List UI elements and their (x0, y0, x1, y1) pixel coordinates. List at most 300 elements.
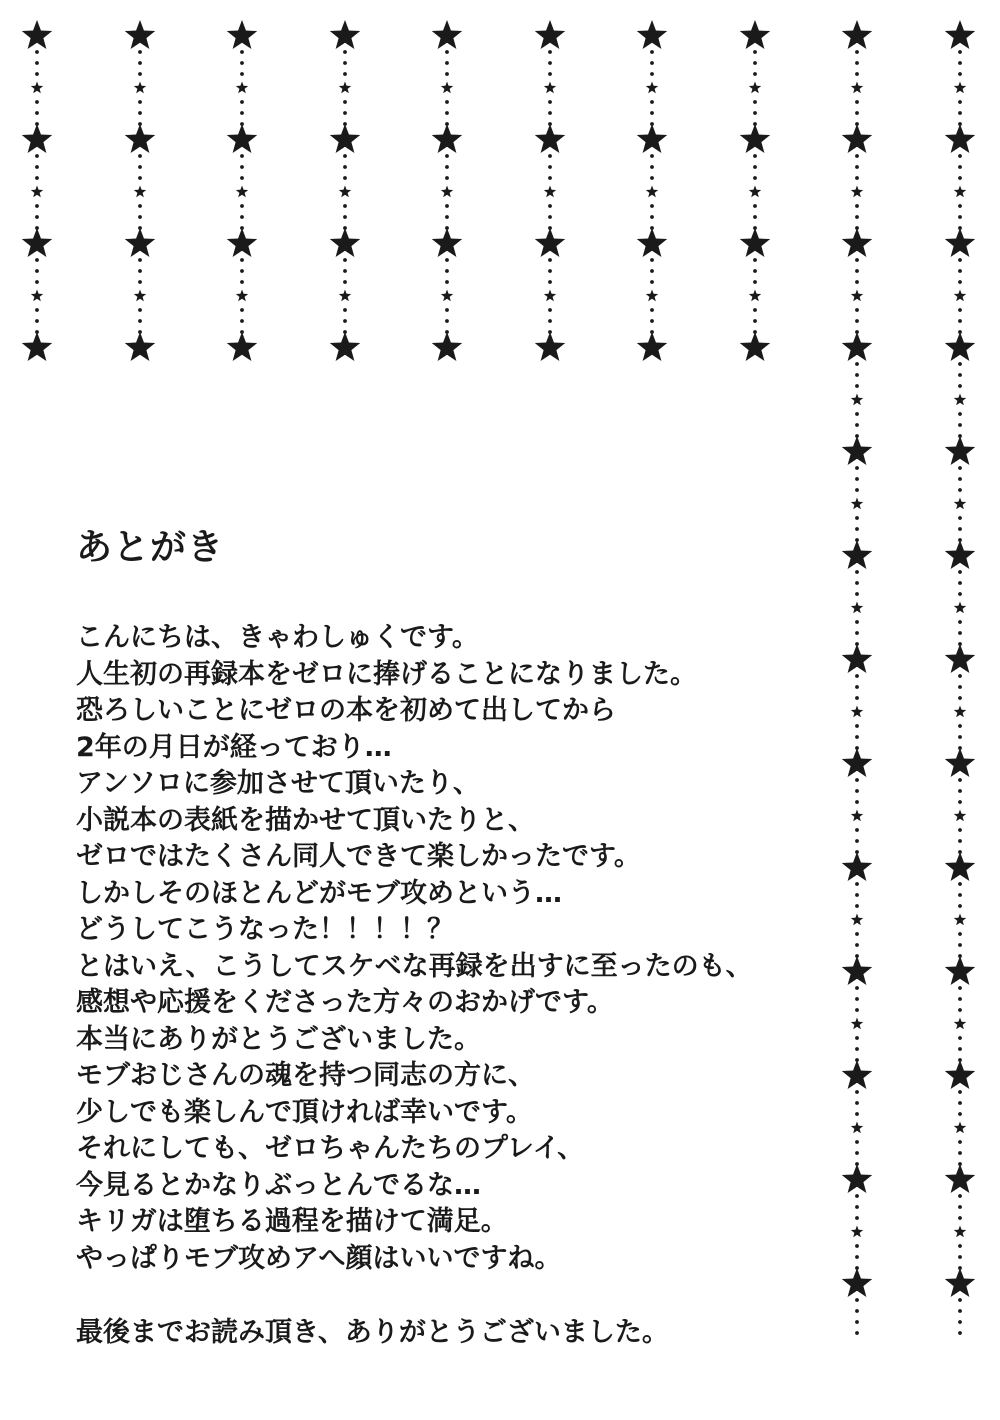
dot-icon (650, 280, 654, 284)
dot-icon (138, 72, 142, 76)
dot-icon (240, 72, 244, 76)
small-star-icon (954, 602, 966, 614)
dot-icon (650, 50, 654, 54)
small-star-icon (851, 1226, 863, 1238)
dot-icon (753, 111, 757, 115)
dot-icon (240, 100, 244, 104)
dot-icon (343, 280, 347, 284)
dot-icon (343, 72, 347, 76)
small-star-icon (851, 394, 863, 406)
text-line: どうしてこうなった！！！！？ (76, 914, 454, 945)
dot-icon (958, 319, 962, 323)
star-icon (945, 124, 975, 153)
star-icon (330, 124, 360, 153)
text-line: 少しでも楽しんで頂ければ幸いです。 (76, 1096, 533, 1128)
dot-icon (650, 72, 654, 76)
dot-icon (138, 269, 142, 273)
small-star-icon (851, 706, 863, 718)
dot-icon (855, 527, 859, 531)
dot-icon (855, 592, 859, 596)
dot-icon (753, 308, 757, 312)
dot-icon (958, 1112, 962, 1116)
small-star-icon (339, 186, 351, 198)
dot-icon (958, 1090, 962, 1094)
text-line: 本当にありがとうございました。 (76, 1023, 481, 1055)
text-line: 今見るとかなりぶっとんでるな… (76, 1169, 481, 1201)
page-title: あとがき (76, 527, 225, 568)
star-icon (227, 332, 257, 361)
dot-icon (548, 269, 552, 273)
dot-icon (445, 50, 449, 54)
dot-icon (958, 1194, 962, 1198)
dot-icon (343, 50, 347, 54)
star-icon (945, 540, 975, 569)
dot-icon (35, 72, 39, 76)
dot-icon (958, 1331, 962, 1335)
dot-icon (445, 308, 449, 312)
dot-icon (343, 269, 347, 273)
dot-icon (343, 165, 347, 169)
small-star-icon (544, 186, 556, 198)
star-icon (432, 332, 462, 361)
dot-icon (138, 154, 142, 158)
dot-icon (855, 1309, 859, 1313)
dot-icon (958, 986, 962, 990)
dot-icon (753, 100, 757, 104)
star-icon (227, 20, 257, 49)
dot-icon (548, 154, 552, 158)
dot-icon (958, 100, 962, 104)
dot-icon (855, 204, 859, 208)
closing-line: 最後までお読み頂き、ありがとうございました。 (76, 1317, 669, 1348)
star-icon (842, 436, 872, 465)
dot-icon (35, 50, 39, 54)
dot-icon (855, 943, 859, 947)
dot-icon (958, 111, 962, 115)
small-star-icon (954, 498, 966, 510)
dot-icon (548, 111, 552, 115)
star-icon (22, 228, 52, 257)
dot-icon (445, 165, 449, 169)
dot-icon (958, 204, 962, 208)
dot-icon (958, 269, 962, 273)
dot-icon (855, 50, 859, 54)
dot-icon (855, 111, 859, 115)
dot-icon (958, 1101, 962, 1105)
dot-icon (35, 176, 39, 180)
dot-icon (958, 1298, 962, 1302)
dot-icon (445, 258, 449, 262)
dot-icon (855, 466, 859, 470)
small-star-icon (441, 186, 453, 198)
small-star-icon (851, 186, 863, 198)
dot-icon (855, 1036, 859, 1040)
small-star-icon (954, 290, 966, 302)
dot-icon (855, 1112, 859, 1116)
dot-icon (958, 1140, 962, 1144)
small-star-icon (134, 186, 146, 198)
star-icon (945, 956, 975, 985)
dot-icon (35, 280, 39, 284)
dot-icon (445, 176, 449, 180)
star-icon (945, 1060, 975, 1089)
dot-icon (35, 269, 39, 273)
dot-icon (958, 893, 962, 897)
afterword-section (76, 520, 836, 1353)
small-star-icon (851, 290, 863, 302)
dot-icon (753, 154, 757, 158)
dot-icon (548, 61, 552, 65)
small-star-icon (749, 82, 761, 94)
dot-icon (855, 1151, 859, 1155)
dot-icon (445, 154, 449, 158)
dot-icon (855, 674, 859, 678)
star-icon (945, 436, 975, 465)
dot-icon (445, 100, 449, 104)
small-star-icon (851, 914, 863, 926)
dot-icon (855, 72, 859, 76)
small-star-icon (646, 290, 658, 302)
dot-icon (240, 258, 244, 262)
dot-icon (753, 61, 757, 65)
dot-icon (855, 778, 859, 782)
dot-icon (240, 215, 244, 219)
star-icon (842, 228, 872, 257)
dot-icon (343, 111, 347, 115)
star-icon (432, 124, 462, 153)
dot-icon (855, 1140, 859, 1144)
dot-icon (753, 280, 757, 284)
dot-icon (445, 269, 449, 273)
small-star-icon (31, 82, 43, 94)
dot-icon (855, 735, 859, 739)
dot-icon (343, 308, 347, 312)
dot-icon (138, 280, 142, 284)
dot-icon (958, 581, 962, 585)
dot-icon (958, 176, 962, 180)
dot-icon (958, 1216, 962, 1220)
dot-icon (855, 61, 859, 65)
small-star-icon (749, 186, 761, 198)
dot-icon (650, 319, 654, 323)
dot-icon (35, 258, 39, 262)
dot-icon (958, 735, 962, 739)
dot-icon (958, 685, 962, 689)
star-icon (945, 228, 975, 257)
dot-icon (548, 204, 552, 208)
star-icon (330, 228, 360, 257)
dot-icon (958, 165, 962, 169)
small-star-icon (954, 1018, 966, 1030)
dot-icon (855, 100, 859, 104)
star-icon (22, 20, 52, 49)
star-icon (740, 124, 770, 153)
text-line: モブおじさんの魂を持つ同志の方に、 (76, 1060, 535, 1091)
dot-icon (958, 696, 962, 700)
dot-icon (958, 154, 962, 158)
small-star-icon (544, 82, 556, 94)
dot-icon (753, 50, 757, 54)
dot-icon (35, 319, 39, 323)
dot-icon (958, 1205, 962, 1209)
dot-icon (855, 269, 859, 273)
dot-icon (138, 258, 142, 262)
small-star-icon (31, 186, 43, 198)
dot-icon (240, 308, 244, 312)
text-line: 感想や応援をくださった方々のおかげです。 (76, 987, 614, 1018)
dot-icon (343, 319, 347, 323)
star-icon (842, 540, 872, 569)
star-icon (432, 20, 462, 49)
star-icon (740, 20, 770, 49)
star-icon (535, 124, 565, 153)
small-star-icon (851, 82, 863, 94)
dot-icon (855, 280, 859, 284)
dot-icon (855, 308, 859, 312)
small-star-icon (954, 82, 966, 94)
dot-icon (958, 631, 962, 635)
dot-icon (958, 943, 962, 947)
dot-icon (548, 215, 552, 219)
dot-icon (855, 215, 859, 219)
dot-icon (855, 373, 859, 377)
dot-icon (240, 154, 244, 158)
dot-icon (650, 100, 654, 104)
star-icon (740, 228, 770, 257)
text-line: こんにちは、きゃわしゅくです。 (76, 622, 479, 653)
dot-icon (240, 280, 244, 284)
text-line: 2年の月日が経っており… (76, 731, 392, 763)
small-star-icon (954, 914, 966, 926)
dot-icon (855, 1298, 859, 1302)
star-icon (842, 852, 872, 881)
star-icon (535, 20, 565, 49)
star-icon (842, 332, 872, 361)
small-star-icon (954, 706, 966, 718)
dot-icon (958, 932, 962, 936)
star-icon (125, 228, 155, 257)
dot-icon (855, 828, 859, 832)
dot-icon (753, 204, 757, 208)
star-icon (945, 748, 975, 777)
dot-icon (855, 1331, 859, 1335)
star-icon (842, 644, 872, 673)
dot-icon (855, 986, 859, 990)
dot-icon (958, 488, 962, 492)
dot-icon (753, 72, 757, 76)
small-star-icon (851, 498, 863, 510)
dot-icon (445, 111, 449, 115)
dot-icon (138, 319, 142, 323)
dot-icon (855, 384, 859, 388)
dot-icon (958, 1036, 962, 1040)
dot-icon (958, 527, 962, 531)
text-line: やっぱりモブ攻めアへ顔はいいですね。 (76, 1242, 562, 1274)
dot-icon (958, 1309, 962, 1313)
dot-icon (958, 61, 962, 65)
dot-icon (958, 828, 962, 832)
dot-icon (855, 1244, 859, 1248)
text-line: 人生初の再録本をゼロに捧げることになりました。 (76, 658, 697, 690)
small-star-icon (236, 186, 248, 198)
star-icon (842, 1164, 872, 1193)
dot-icon (855, 258, 859, 262)
dot-icon (138, 50, 142, 54)
dot-icon (548, 319, 552, 323)
dot-icon (240, 176, 244, 180)
dot-icon (855, 477, 859, 481)
dot-icon (445, 61, 449, 65)
star-icon (842, 20, 872, 49)
dot-icon (855, 631, 859, 635)
dot-icon (650, 308, 654, 312)
dot-icon (958, 423, 962, 427)
dot-icon (650, 154, 654, 158)
dot-icon (855, 1090, 859, 1094)
dot-icon (240, 269, 244, 273)
dot-icon (35, 204, 39, 208)
dot-icon (445, 215, 449, 219)
dot-icon (343, 61, 347, 65)
dot-icon (958, 1151, 962, 1155)
dot-icon (855, 1047, 859, 1051)
dot-icon (35, 61, 39, 65)
dot-icon (650, 204, 654, 208)
dot-icon (855, 839, 859, 843)
dot-icon (343, 154, 347, 158)
text-line: ゼロではたくさん同人できて楽しかったです。 (76, 841, 641, 872)
dot-icon (855, 1205, 859, 1209)
dot-icon (138, 308, 142, 312)
star-icon (227, 228, 257, 257)
dot-icon (35, 111, 39, 115)
dot-icon (548, 258, 552, 262)
dot-icon (138, 111, 142, 115)
dot-icon (240, 50, 244, 54)
dot-icon (445, 280, 449, 284)
dot-icon (958, 882, 962, 886)
star-icon (637, 20, 667, 49)
small-star-icon (339, 290, 351, 302)
dot-icon (35, 215, 39, 219)
dot-icon (240, 111, 244, 115)
dot-icon (548, 165, 552, 169)
small-star-icon (749, 290, 761, 302)
small-star-icon (441, 82, 453, 94)
dot-icon (650, 215, 654, 219)
dot-icon (343, 204, 347, 208)
dot-icon (240, 204, 244, 208)
dot-icon (240, 165, 244, 169)
dot-icon (958, 592, 962, 596)
small-star-icon (441, 290, 453, 302)
star-icon (330, 20, 360, 49)
small-star-icon (134, 82, 146, 94)
dot-icon (855, 1216, 859, 1220)
dot-icon (958, 724, 962, 728)
dot-icon (855, 488, 859, 492)
dot-icon (855, 1194, 859, 1198)
star-icon (740, 332, 770, 361)
dot-icon (958, 412, 962, 416)
dot-icon (138, 176, 142, 180)
dot-icon (855, 932, 859, 936)
star-icon (945, 332, 975, 361)
dot-icon (445, 319, 449, 323)
dot-icon (958, 1008, 962, 1012)
small-star-icon (339, 82, 351, 94)
dot-icon (855, 789, 859, 793)
small-star-icon (236, 82, 248, 94)
star-icon (842, 124, 872, 153)
dot-icon (855, 724, 859, 728)
small-star-icon (31, 290, 43, 302)
star-icon (945, 852, 975, 881)
dot-icon (343, 176, 347, 180)
dot-icon (753, 165, 757, 169)
dot-icon (138, 215, 142, 219)
star-icon (227, 124, 257, 153)
dot-icon (855, 581, 859, 585)
dot-icon (855, 882, 859, 886)
dot-icon (855, 696, 859, 700)
dot-icon (855, 800, 859, 804)
dot-icon (343, 258, 347, 262)
dot-icon (855, 516, 859, 520)
dot-icon (855, 904, 859, 908)
dot-icon (240, 319, 244, 323)
dot-icon (958, 570, 962, 574)
dot-icon (958, 674, 962, 678)
dot-icon (240, 61, 244, 65)
dot-icon (855, 165, 859, 169)
dot-icon (753, 215, 757, 219)
dot-icon (958, 50, 962, 54)
star-icon (842, 748, 872, 777)
dot-icon (548, 176, 552, 180)
star-icon (432, 228, 462, 257)
star-icon (125, 20, 155, 49)
text-line: アンソロに参加させて頂いたり、 (76, 768, 480, 799)
dot-icon (855, 362, 859, 366)
dot-icon (855, 176, 859, 180)
dot-icon (958, 477, 962, 481)
star-icon (945, 1268, 975, 1297)
star-icon (945, 644, 975, 673)
star-icon (637, 332, 667, 361)
small-star-icon (851, 1018, 863, 1030)
small-star-icon (851, 602, 863, 614)
star-icon (535, 332, 565, 361)
dot-icon (855, 1255, 859, 1259)
dot-icon (958, 466, 962, 470)
text-line: 小説本の表紙を描かせて頂いたりと、 (76, 804, 535, 836)
small-star-icon (954, 1226, 966, 1238)
star-icon (125, 124, 155, 153)
text-line: キリガは堕ちる過程を描けて満足。 (76, 1206, 508, 1237)
dot-icon (958, 789, 962, 793)
small-star-icon (236, 290, 248, 302)
dot-icon (650, 176, 654, 180)
dot-icon (855, 685, 859, 689)
small-star-icon (851, 1122, 863, 1134)
small-star-icon (954, 186, 966, 198)
star-icon (330, 332, 360, 361)
dot-icon (855, 570, 859, 574)
dot-icon (35, 100, 39, 104)
dot-icon (855, 412, 859, 416)
dot-icon (855, 154, 859, 158)
